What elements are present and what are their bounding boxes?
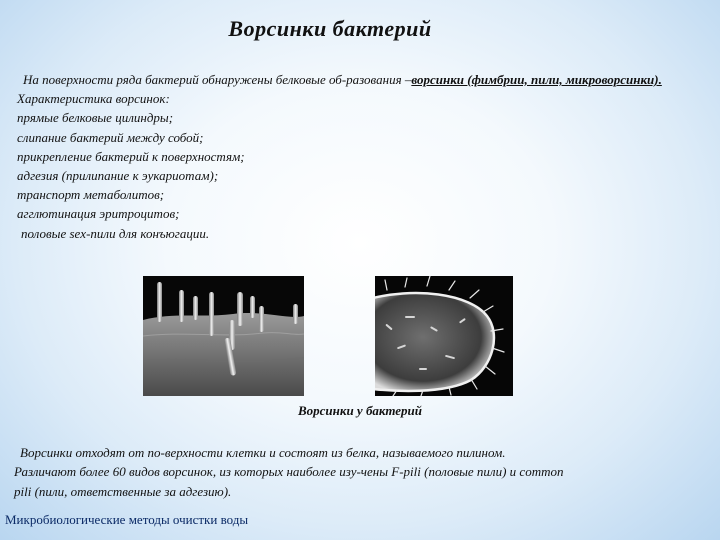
pili-micrograph-surface — [143, 276, 304, 396]
characteristic-item: прикрепление бактерий к поверхностям; — [17, 148, 245, 164]
paragraph-line: Ворсинки отходят от по-верхности клетки и состоят из белка, называемого пилином. — [20, 445, 506, 460]
paragraph-line: pili (пили, ответственные за адгезию). — [14, 483, 232, 499]
characteristic-item: слипание бактерий между собой; — [17, 129, 204, 145]
intro-block — [17, 70, 667, 243]
paragraph-line: Различают более 60 видов ворсинок, из которых наиболее изу-чены F-pili (половые пили) и common — [14, 464, 564, 480]
intro-sentence — [17, 70, 667, 89]
footer-text: Микробиологические методы очистки воды — [5, 512, 249, 527]
characteristic-item: агглютинация эритроцитов; — [17, 206, 180, 222]
characteristic-item: транспорт метаболитов; — [17, 187, 165, 203]
description-paragraph — [14, 443, 709, 501]
characteristic-item: прямые белковые цилиндры; — [17, 110, 174, 126]
characteristics-heading: Характеристика ворсинок: — [17, 91, 170, 107]
characteristic-item: адгезия (прилипание к эукариотам); — [17, 168, 219, 184]
slide-title: Ворсинки бактерий — [228, 16, 432, 41]
figure-caption: Ворсинки у бактерий — [297, 403, 423, 418]
characteristic-item: половые sex-пили для конъюгации. — [21, 225, 210, 241]
bacterium-with-pili-micrograph — [375, 276, 513, 396]
intro-underlined-terms: ворсинки (фимбрии, пили, микроворсинки). — [411, 72, 662, 87]
intro-text: На поверхности ряда бактерий обнаружены белковые об-разования – — [23, 72, 412, 87]
